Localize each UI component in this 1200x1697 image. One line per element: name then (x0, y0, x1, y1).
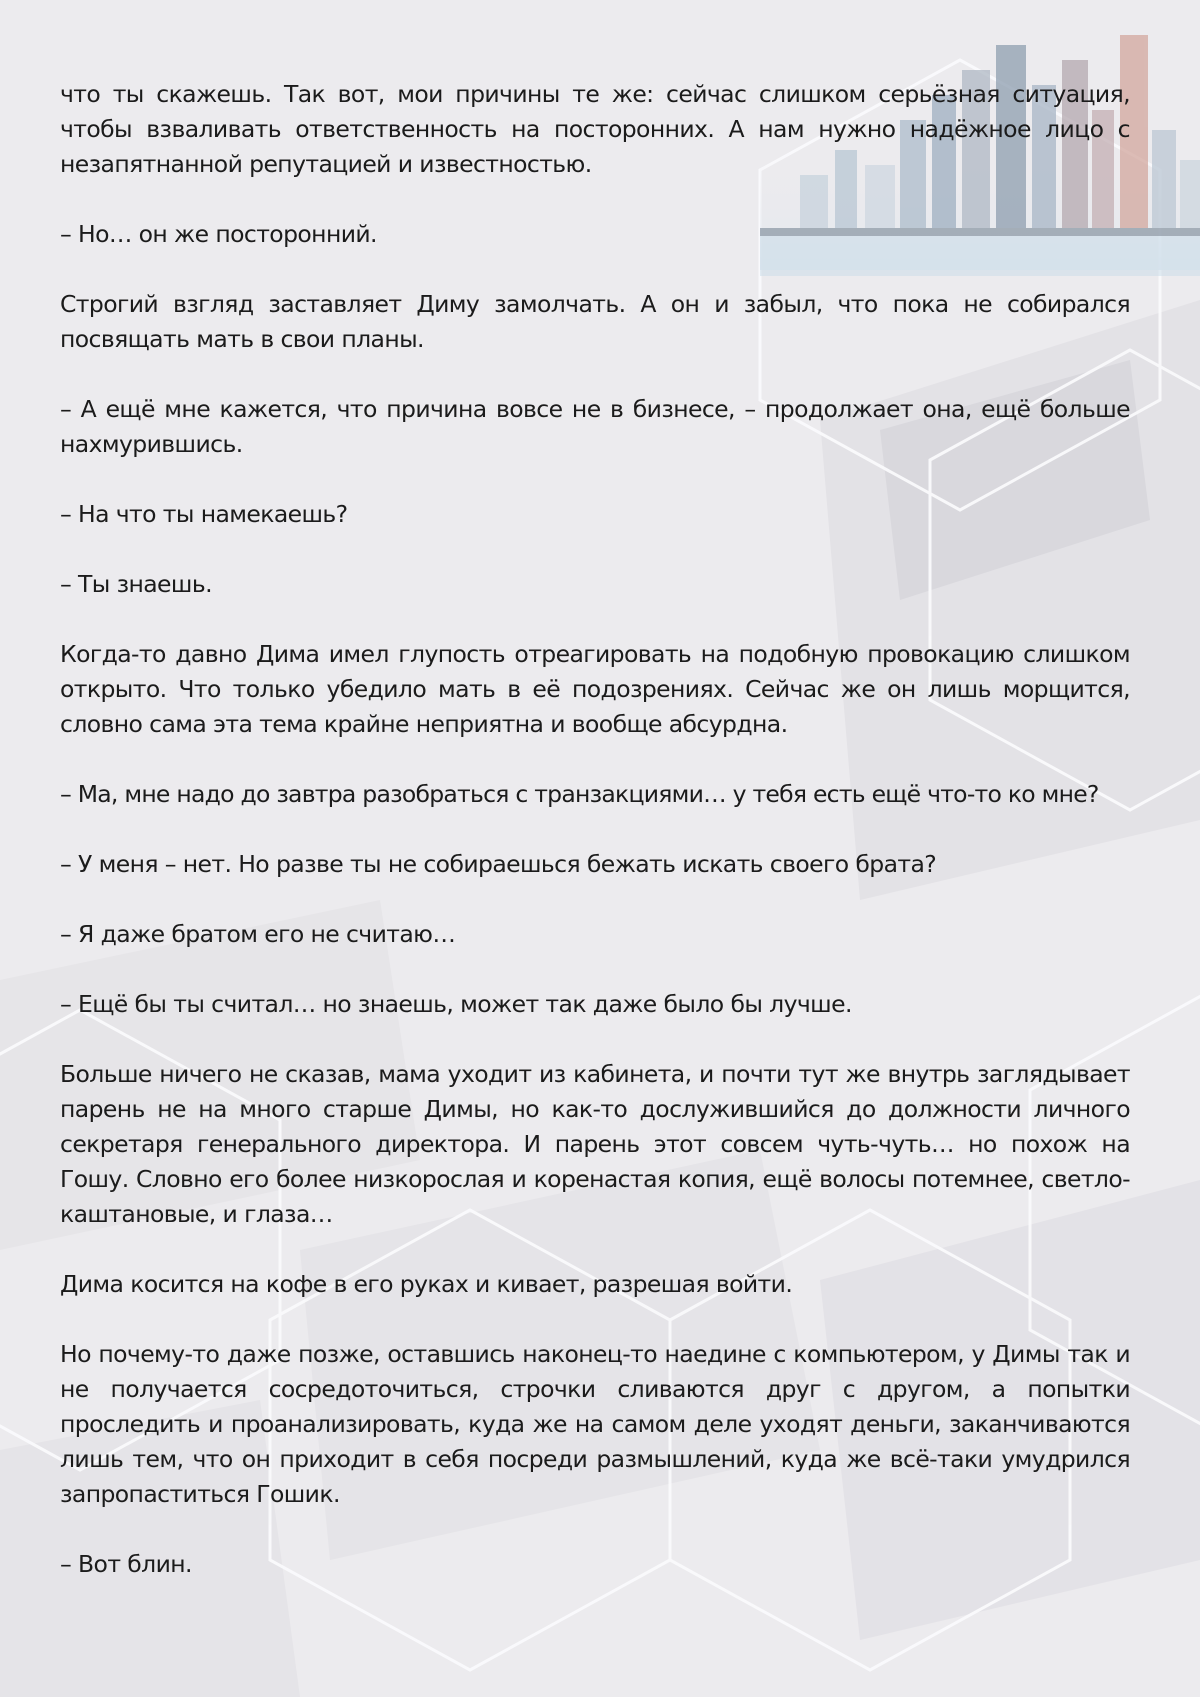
paragraph: Строгий взгляд заставляет Диму замолчать. А он и забыл, что пока не собирался посвящать мать в свои планы. (60, 290, 1130, 353)
paragraph: – Вот блин. (60, 1550, 192, 1578)
document-text (60, 77, 1130, 1617)
paragraph: что ты скажешь. Так вот, мои причины те же: сейчас слишком серьёзная ситуация, чтобы взваливать ответственность на посторонних. А нам нужно надёжное лицо с незапятнанной репутацией и известностью. (60, 80, 1130, 178)
paragraph: – Ты знаешь. (60, 570, 212, 598)
paragraph: Но почему-то даже позже, оставшись наконец-то наедине с компьютером, у Димы так и не получается сосредоточиться, строчки сливаются друг с другом, а попытки проследить и проанализировать, куда же на самом деле уходят деньги, заканчиваются лишь тем, что он приходит в себя посреди размышлений, куда же всё-таки умудрился запропаститься Гошик. (60, 1340, 1130, 1508)
paragraph: Больше ничего не сказав, мама уходит из кабинета, и почти тут же внутрь заглядывает парень не на много старше Димы, но как-то дослужившийся до должности личного секретаря генерального директора. И парень этот совсем чуть-чуть… но похож на Гошу. Словно его более низкорослая и коренастая копия, ещё волосы потемнее, светло-каштановые, и глаза… (60, 1060, 1130, 1228)
paragraph: – Но… он же посторонний. (60, 220, 377, 248)
paragraph: – Ещё бы ты считал… но знаешь, может так даже было бы лучше. (60, 990, 852, 1018)
paragraph: – У меня – нет. Но разве ты не собираешься бежать искать своего брата? (60, 850, 937, 878)
paragraph: – На что ты намекаешь? (60, 500, 348, 528)
paragraph: Когда-то давно Дима имел глупость отреагировать на подобную провокацию слишком открыто. Что только убедило мать в её подозрениях. Сейчас же он лишь морщится, словно сама эта тема крайне неприятна и вообще абсурдна. (60, 640, 1130, 738)
paragraph: – А ещё мне кажется, что причина вовсе не в бизнесе, – продолжает она, ещё больше нахмурившись. (60, 395, 1130, 458)
paragraph: – Ма, мне надо до завтра разобраться с транзакциями… у тебя есть ещё что-то ко мне? (60, 780, 1099, 808)
paragraph: Дима косится на кофе в его руках и кивает, разрешая войти. (60, 1270, 793, 1298)
paragraph: – Я даже братом его не считаю… (60, 920, 456, 948)
